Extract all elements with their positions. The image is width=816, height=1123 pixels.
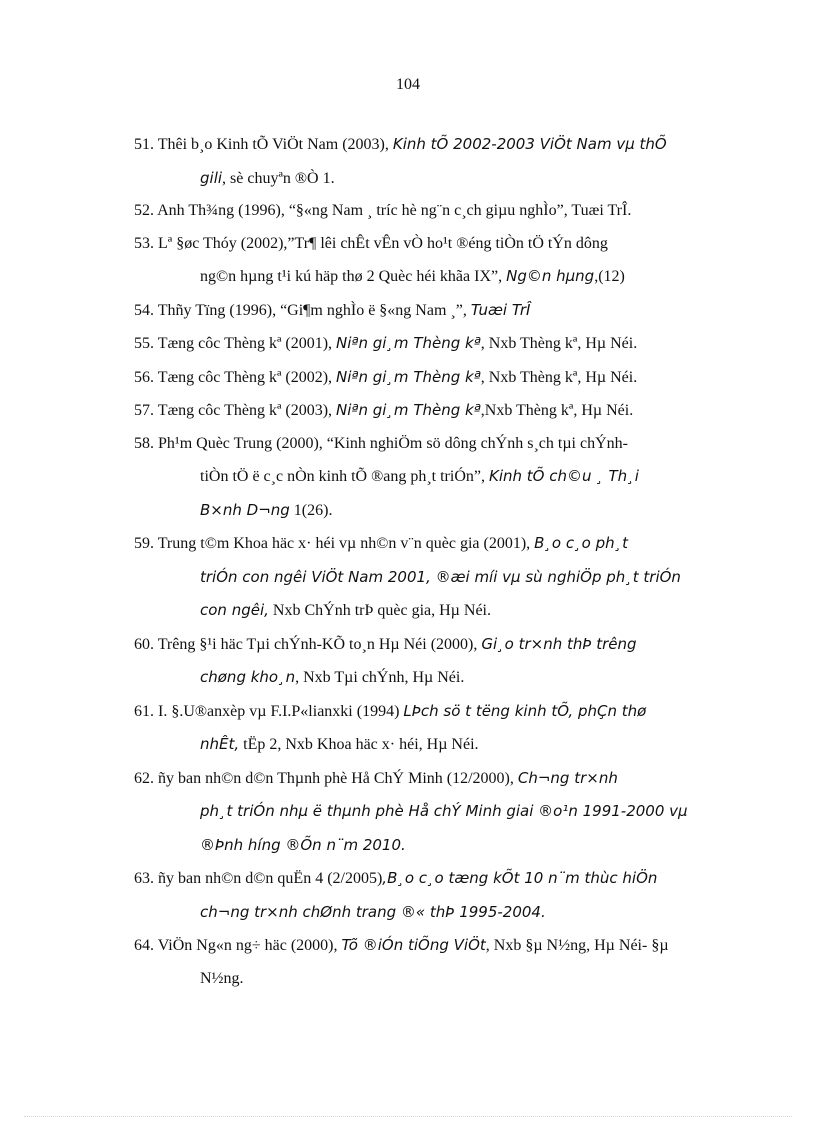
reference-entry	[134, 527, 742, 628]
reference-first-line	[134, 929, 742, 963]
reference-first-line	[134, 294, 742, 328]
reference-entry	[134, 929, 742, 995]
text-segment: 54. Thñy Tïng (1996), “Gi¶m nghÌo ë §«ng Nam ¸”,	[134, 301, 471, 319]
text-segment: , Nxb Tµi chÝnh, Hµ Néi.	[295, 669, 465, 686]
text-segment: 64. ViÖn Ng«n ng÷ häc (2000),	[134, 937, 342, 954]
reference-entry	[134, 428, 742, 528]
text-segment: Nxb ChÝnh trÞ quèc gia, Hµ Néi.	[268, 602, 491, 619]
italic-text: ch¬ng tr×nh chØnh trang ®« thÞ 1995-2004.	[200, 902, 546, 921]
text-segment: 62. ñy ban nh©n d©n Thµnh phè Hå ChÝ Minh (12/2000),	[134, 769, 518, 787]
italic-text: Niªn gi¸m Thèng kª	[336, 334, 481, 352]
italic-text: con ngêi,	[200, 601, 269, 619]
text-segment: , Nxb Thèng kª, Hµ Néi.	[480, 335, 638, 352]
text-segment: 56. Tæng côc Thèng kª (2002),	[134, 368, 337, 386]
text-segment: , Nxb Thèng kª, Hµ Néi.	[480, 368, 638, 386]
reference-entry	[134, 394, 742, 428]
italic-text: triÓn con ngêi ViÖt Nam 2001, ®æi míi vµ sù nghiÖp ph¸t triÓn	[200, 567, 681, 586]
text-segment: 52. Anh Th¾ng (1996), “§«ng Nam ¸ tríc hè ng¨n c¸ch giµu nghÌo”, Tuæi TrÎ.	[134, 202, 632, 219]
reference-first-line	[134, 762, 742, 796]
text-segment: tËp 2, Nxb Khoa häc x· héi, Hµ Néi.	[239, 736, 479, 753]
italic-text: LÞch sö t tëng kinh tÕ, phÇn thø	[403, 701, 647, 720]
text-segment: ng©n hµng t¹i kú häp thø 2 Quèc héi khãa IX”,	[200, 268, 507, 285]
italic-text: Ng©n hµng	[506, 267, 595, 285]
text-segment: 63. ñy ban nh©n d©n quËn 4 (2/2005)	[134, 870, 383, 887]
text-segment: 55. Tæng côc Thèng kª (2001),	[134, 335, 337, 352]
text-segment: , sè chuyªn ®Ò 1.	[222, 169, 335, 187]
reference-first-line	[134, 361, 742, 395]
page-number: 104	[396, 76, 420, 93]
reference-entry	[134, 862, 742, 929]
reference-first-line	[134, 862, 742, 896]
text-segment: 58. Ph¹m Quèc Trung (2000), “Kinh nghiÖm sö dông chÝnh s¸ch tµi chÝnh-	[134, 434, 628, 452]
reference-continuation-line	[134, 460, 742, 494]
text-segment: 1(26).	[289, 501, 333, 519]
reference-continuation-line	[134, 829, 742, 863]
italic-text: Niªn gi¸m Thèng kª	[336, 367, 481, 386]
reference-entry	[134, 762, 742, 863]
reference-first-line	[134, 628, 742, 662]
italic-text: Ch¬ng tr×nh	[517, 768, 618, 787]
reference-continuation-line	[134, 494, 742, 528]
text-segment: 59. Trung t©m Khoa häc x· héi vµ nh©n v¨n quèc gia (2001),	[134, 535, 535, 552]
reference-continuation-line	[134, 561, 742, 595]
reference-first-line	[134, 394, 742, 428]
reference-entry	[134, 695, 742, 762]
italic-text: Tõ ®iÓn tiÕng ViÖt	[341, 936, 486, 954]
italic-text: Niªn gi¸m Thèng kª	[336, 401, 481, 419]
reference-continuation-line	[134, 795, 742, 829]
italic-text: chøng kho¸n	[200, 668, 296, 686]
reference-continuation-line	[134, 728, 742, 762]
text-segment: 60. Trêng §¹i häc Tµi chÝnh-KÕ to¸n Hµ Néi (2000),	[134, 635, 482, 653]
reference-first-line	[134, 428, 742, 461]
text-segment: 57. Tæng côc Thèng kª (2003),	[134, 402, 337, 419]
italic-text: B¸o c¸o ph¸t	[534, 534, 628, 552]
reference-first-line	[134, 527, 742, 561]
reference-continuation-line	[134, 963, 742, 996]
text-segment: 51. Thêi b¸o Kinh tÕ ViÖt Nam (2003),	[134, 136, 393, 153]
reference-entry	[134, 128, 742, 195]
reference-continuation-line	[134, 162, 742, 196]
reference-entry	[134, 294, 742, 328]
text-segment: , Nxb §µ N½ng, Hµ Néi- §µ	[485, 937, 669, 954]
text-segment: 53. Lª §øc Thóy (2002),”Tr¶ lêi chÊt vÊn vÒ ho¹t ®éng tiÒn tÖ tÝn dông	[134, 234, 608, 252]
italic-text: nhÊt,	[200, 735, 240, 753]
italic-text: Kinh tÕ ch©u ¸ Th¸i	[488, 467, 639, 485]
reference-entry	[134, 327, 742, 361]
italic-text: Gi¸o tr×nh thÞ trêng	[481, 634, 637, 653]
text-segment: N½ng.	[200, 969, 244, 987]
reference-first-line	[134, 327, 742, 361]
italic-text: gili	[200, 168, 223, 187]
italic-text: ,B¸o c¸o tæng kÕt 10 n¨m thùc hiÖn	[382, 869, 658, 887]
reference-first-line	[134, 695, 742, 729]
reference-list	[134, 128, 742, 995]
text-segment: 61. I. §.U®anxèp vµ F.I.P«lianxki (1994)	[134, 702, 404, 720]
reference-continuation-line	[134, 594, 742, 628]
reference-first-line	[134, 228, 742, 261]
reference-entry	[134, 195, 742, 228]
reference-first-line	[134, 128, 742, 162]
italic-text: Tuæi TrÎ	[470, 300, 531, 319]
italic-text: B×nh D¬ng	[200, 500, 290, 519]
reference-continuation-line	[134, 260, 742, 294]
text-segment: tiÒn tÖ ë c¸c nÒn kinh tÕ ®ang ph¸t triÓn”,	[200, 468, 489, 485]
italic-text: ph¸t triÓn nhµ ë thµnh phè Hå chÝ Minh giai ®o¹n 1991-2000 vµ	[200, 802, 688, 820]
page-bottom-rule	[24, 1116, 792, 1117]
text-segment: ,(12)	[594, 268, 625, 285]
italic-text: Kinh tÕ 2002-2003 ViÖt Nam vµ thÕ	[392, 135, 667, 153]
reference-first-line	[134, 195, 742, 228]
italic-text: ®Þnh híng ®Õn n¨m 2010.	[200, 835, 406, 854]
reference-entry	[134, 361, 742, 395]
reference-continuation-line	[134, 896, 742, 930]
reference-continuation-line	[134, 661, 742, 695]
reference-entry	[134, 228, 742, 294]
reference-entry	[134, 628, 742, 695]
text-segment: ,Nxb Thèng kª, Hµ Néi.	[480, 402, 634, 419]
